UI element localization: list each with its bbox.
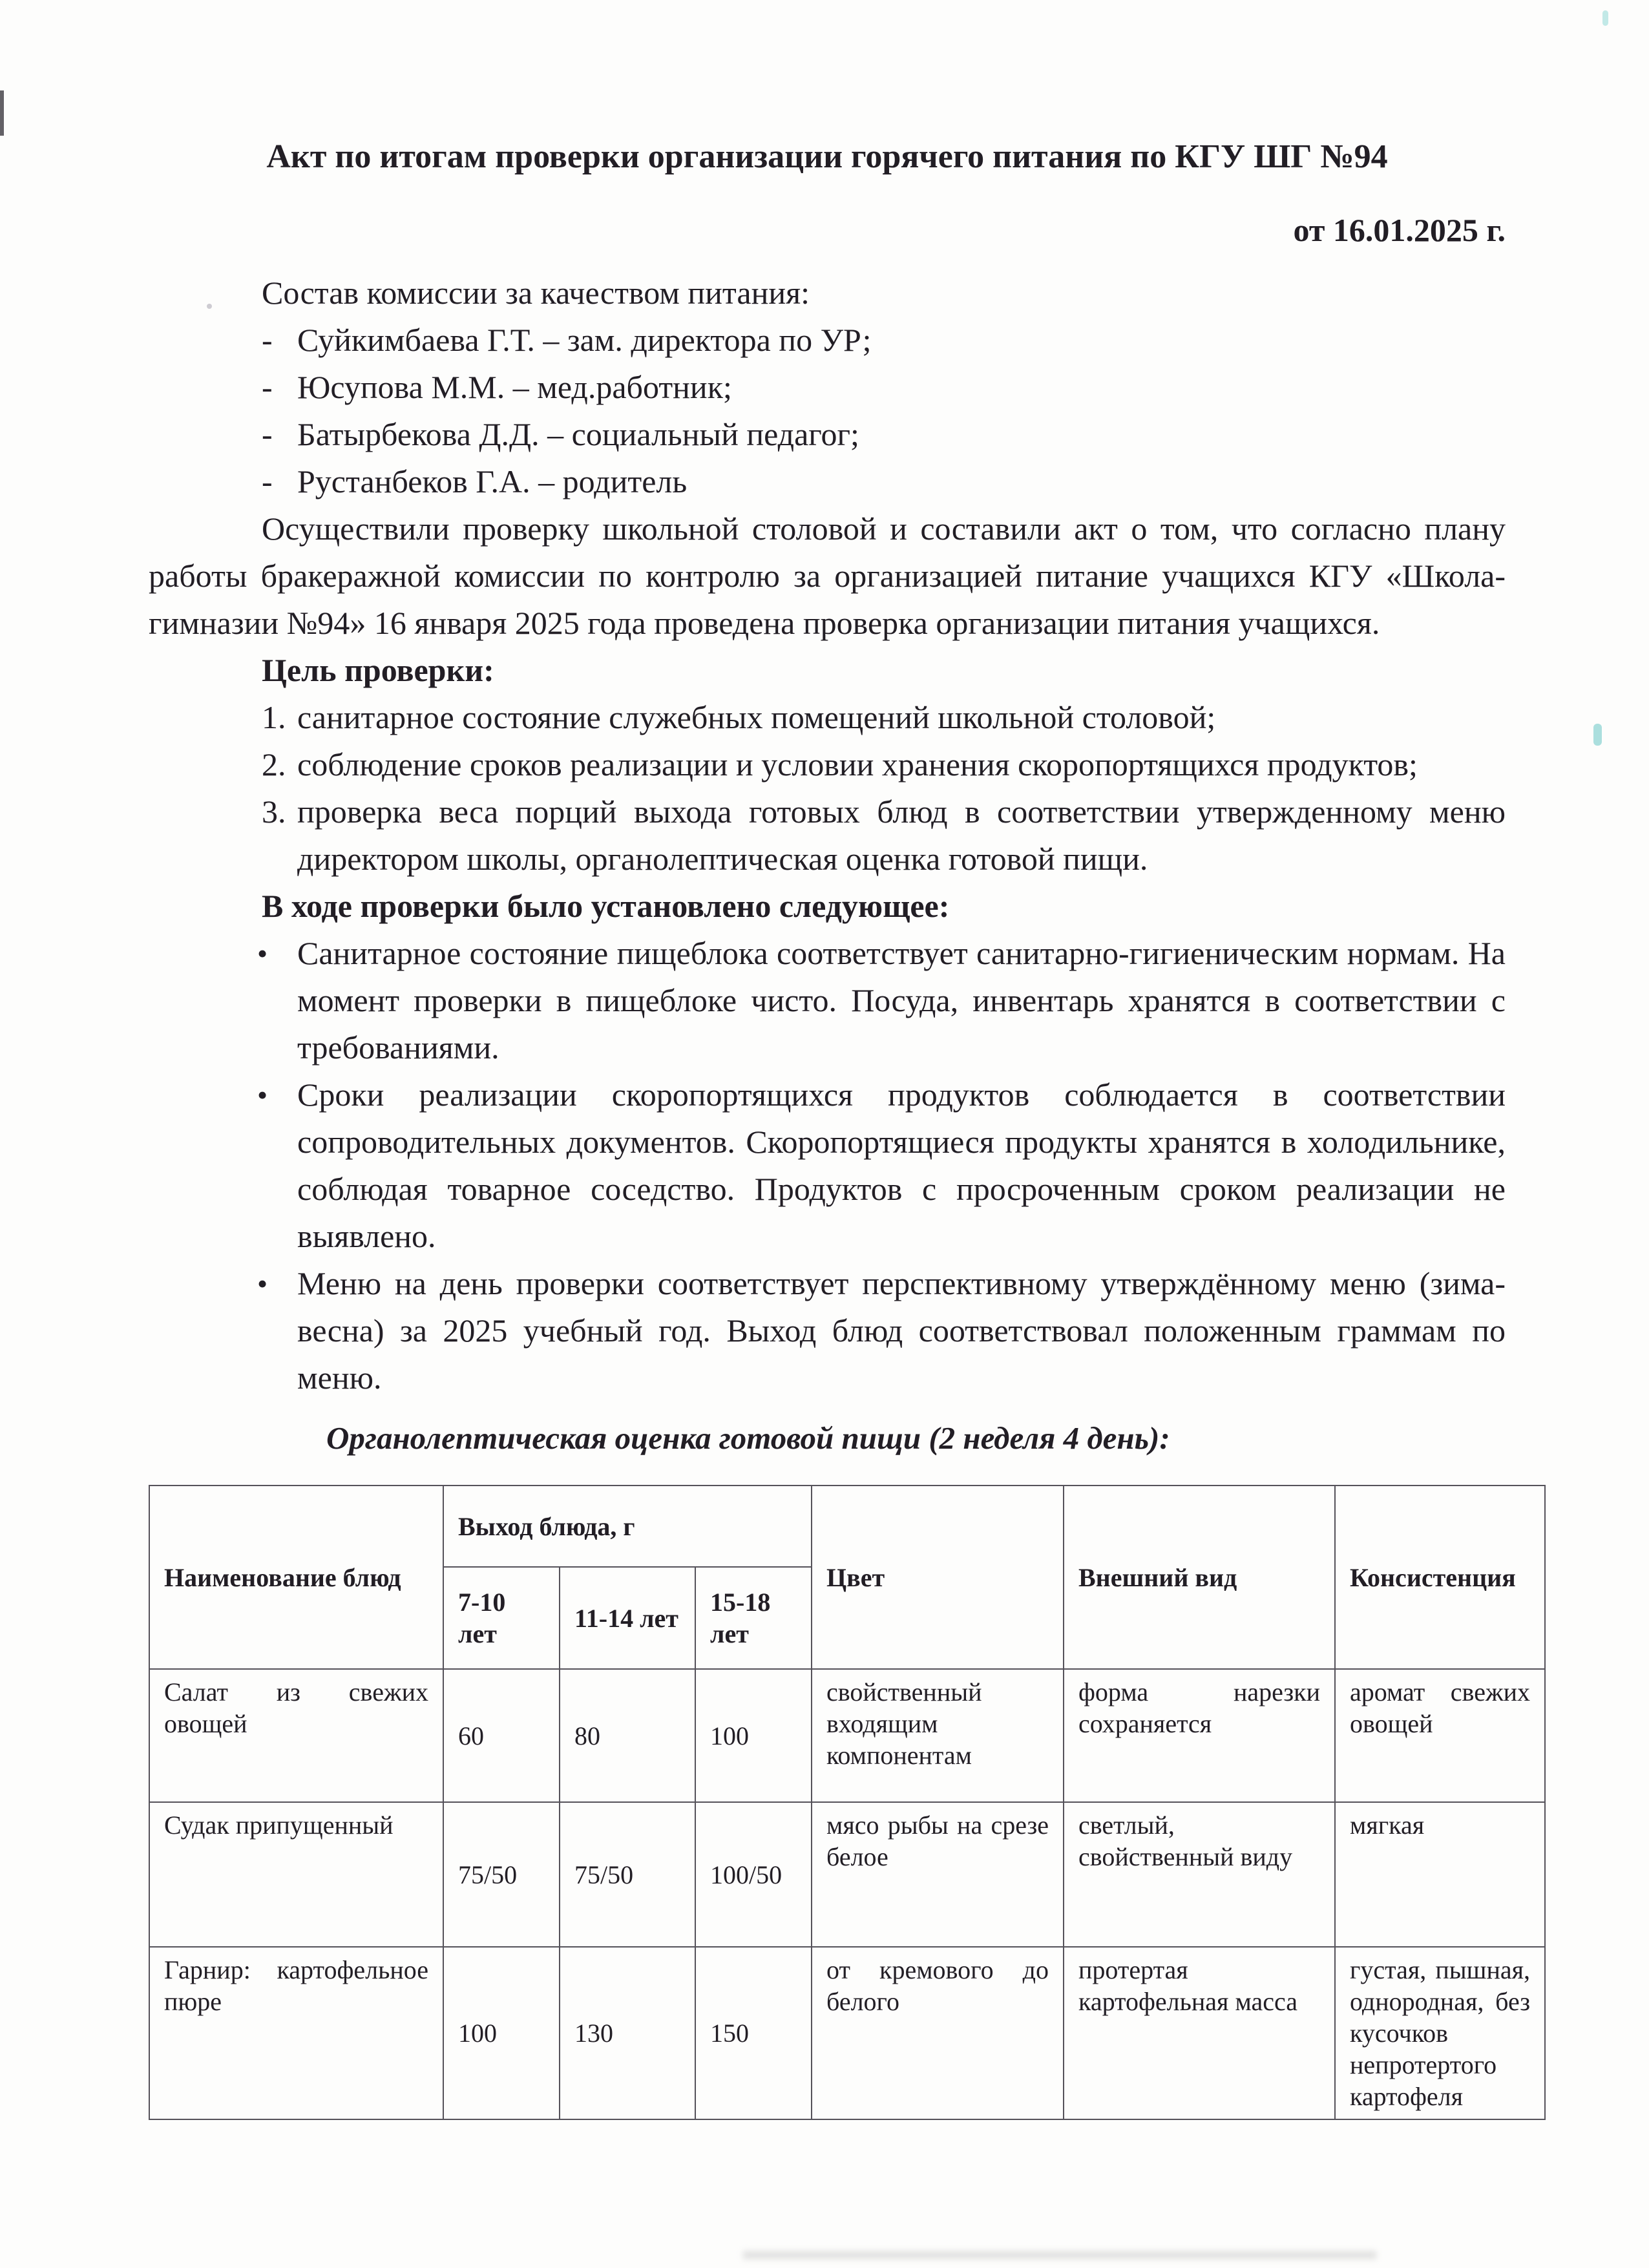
intro-paragraph: Осуществили проверку школьной столовой и составили акт о том, что согласно плану работы бракеражной комиссии по контролю за организацией питание учащихся КГУ «Школа-гимназии №94» 16 января 2025 года проведена проверка организации питания учащихся. xyxy=(149,510,1506,641)
cell-appearance: протертая картофельная масса xyxy=(1064,1947,1335,2119)
commission-member xyxy=(149,364,1506,411)
number-marker: 3. xyxy=(262,793,286,830)
document-date: от 16.01.2025 г. xyxy=(1293,212,1506,248)
commission-member-text: Суйкимбаева Г.Т. – зам. директора по УР; xyxy=(297,322,872,358)
table-header-row xyxy=(149,1486,1545,1567)
commission-member xyxy=(149,458,1506,505)
commission-member-text: Рустанбеков Г.А. – родитель xyxy=(297,463,688,499)
document-content xyxy=(149,132,1530,2120)
bullet-marker: • xyxy=(257,937,268,970)
finding-item-text: Санитарное состояние пищеблока соответствует санитарно-гигиеническим нормам. На момент проверки в пищеблоке чисто. Посуда, инвентарь хранятся в соответствии с требованиями. xyxy=(297,935,1506,1066)
table-row xyxy=(149,1802,1545,1947)
col-header-age-7-10: 7-10 лет xyxy=(443,1567,560,1669)
goals-heading: Цель проверки: xyxy=(262,652,494,688)
cell-consistency: густая, пышная, однородная, без кусочков непротертого картофеля xyxy=(1335,1947,1545,2119)
cell-dish-name: Салат из свежих овощей xyxy=(149,1669,443,1802)
cell-weight-7-10: 100 xyxy=(443,1947,560,2119)
finding-item xyxy=(149,930,1506,1071)
table-row xyxy=(149,1669,1545,1802)
number-marker: 1. xyxy=(262,699,286,735)
col-header-consistency: Консистенция xyxy=(1335,1486,1545,1669)
dash-marker: - xyxy=(262,416,273,452)
col-header-dish-name: Наименование блюд xyxy=(149,1486,443,1669)
goal-item xyxy=(149,694,1506,741)
commission-heading: Состав комиссии за качеством питания: xyxy=(262,275,810,311)
dash-marker: - xyxy=(262,322,273,358)
cell-consistency: мягкая xyxy=(1335,1802,1545,1947)
cell-weight-11-14: 80 xyxy=(560,1669,695,1802)
dash-marker: - xyxy=(262,463,273,499)
cell-weight-7-10: 75/50 xyxy=(443,1802,560,1947)
cell-color: от кремового до белого xyxy=(812,1947,1064,2119)
cell-dish-name: Судак припущенный xyxy=(149,1802,443,1947)
bullet-marker: • xyxy=(257,1078,268,1111)
table-caption: Органолептическая оценка готовой пищи (2 неделя 4 день): xyxy=(326,1420,1170,1456)
col-header-color: Цвет xyxy=(812,1486,1064,1669)
scan-artifact xyxy=(1593,724,1602,746)
goal-item-text: проверка веса порций выхода готовых блюд в соответствии утвержденному меню директором школы, органолептическая оценка готовой пищи. xyxy=(297,793,1506,877)
document-title: Акт по итогам проверки организации горячего питания по КГУ ШГ №94 xyxy=(266,138,1388,175)
cell-weight-11-14: 75/50 xyxy=(560,1802,695,1947)
scan-artifact xyxy=(743,2251,1376,2259)
finding-item-text: Меню на день проверки соответствует перспективному утверждённому меню (зима-весна) за 2025 учебный год. Выход блюд соответствовал положенным граммам по меню. xyxy=(297,1265,1506,1396)
goal-item-text: соблюдение сроков реализации и условии хранения скоропортящихся продуктов; xyxy=(297,746,1418,782)
col-header-output-group: Выход блюда, г xyxy=(443,1486,812,1567)
commission-member xyxy=(149,317,1506,364)
cell-consistency: аромат свежих овощей xyxy=(1335,1669,1545,1802)
goal-item xyxy=(149,788,1506,883)
goal-item xyxy=(149,741,1506,788)
cell-appearance: светлый, свойственный виду xyxy=(1064,1802,1335,1947)
cell-weight-15-18: 100/50 xyxy=(695,1802,812,1947)
table-row xyxy=(149,1947,1545,2119)
cell-color: свойственный входящим компонентам xyxy=(812,1669,1064,1802)
cell-dish-name: Гарнир: картофельное пюре xyxy=(149,1947,443,2119)
finding-item-text: Сроки реализации скоропортящихся продуктов соблюдается в соответствии сопроводительных документов. Скоропортящиеся продукты хранятся в холодильнике, соблюдая товарное соседство. Продуктов с просроченным сроком реализации не выявлено. xyxy=(297,1076,1506,1254)
scan-artifact xyxy=(0,90,4,136)
col-header-age-11-14: 11-14 лет xyxy=(560,1567,695,1669)
bullet-marker: • xyxy=(257,1267,268,1300)
finding-item xyxy=(149,1071,1506,1260)
scan-artifact xyxy=(1602,10,1608,26)
organoleptic-evaluation-table xyxy=(149,1485,1546,2120)
cell-weight-11-14: 130 xyxy=(560,1947,695,2119)
cell-appearance: форма нарезки сохраняется xyxy=(1064,1669,1335,1802)
finding-item xyxy=(149,1260,1506,1402)
cell-weight-7-10: 60 xyxy=(443,1669,560,1802)
number-marker: 2. xyxy=(262,746,286,782)
commission-member xyxy=(149,411,1506,458)
commission-member-text: Батырбекова Д.Д. – социальный педагог; xyxy=(297,416,859,452)
cell-color: мясо рыбы на срезе белое xyxy=(812,1802,1064,1947)
dash-marker: - xyxy=(262,369,273,405)
col-header-age-15-18: 15-18 лет xyxy=(695,1567,812,1669)
commission-member-text: Юсупова М.М. – мед.работник; xyxy=(297,369,732,405)
goal-item-text: санитарное состояние служебных помещений школьной столовой; xyxy=(297,699,1216,735)
cell-weight-15-18: 100 xyxy=(695,1669,812,1802)
cell-weight-15-18: 150 xyxy=(695,1947,812,2119)
findings-heading: В ходе проверки было установлено следующее: xyxy=(262,888,950,924)
col-header-appearance: Внешний вид xyxy=(1064,1486,1335,1669)
